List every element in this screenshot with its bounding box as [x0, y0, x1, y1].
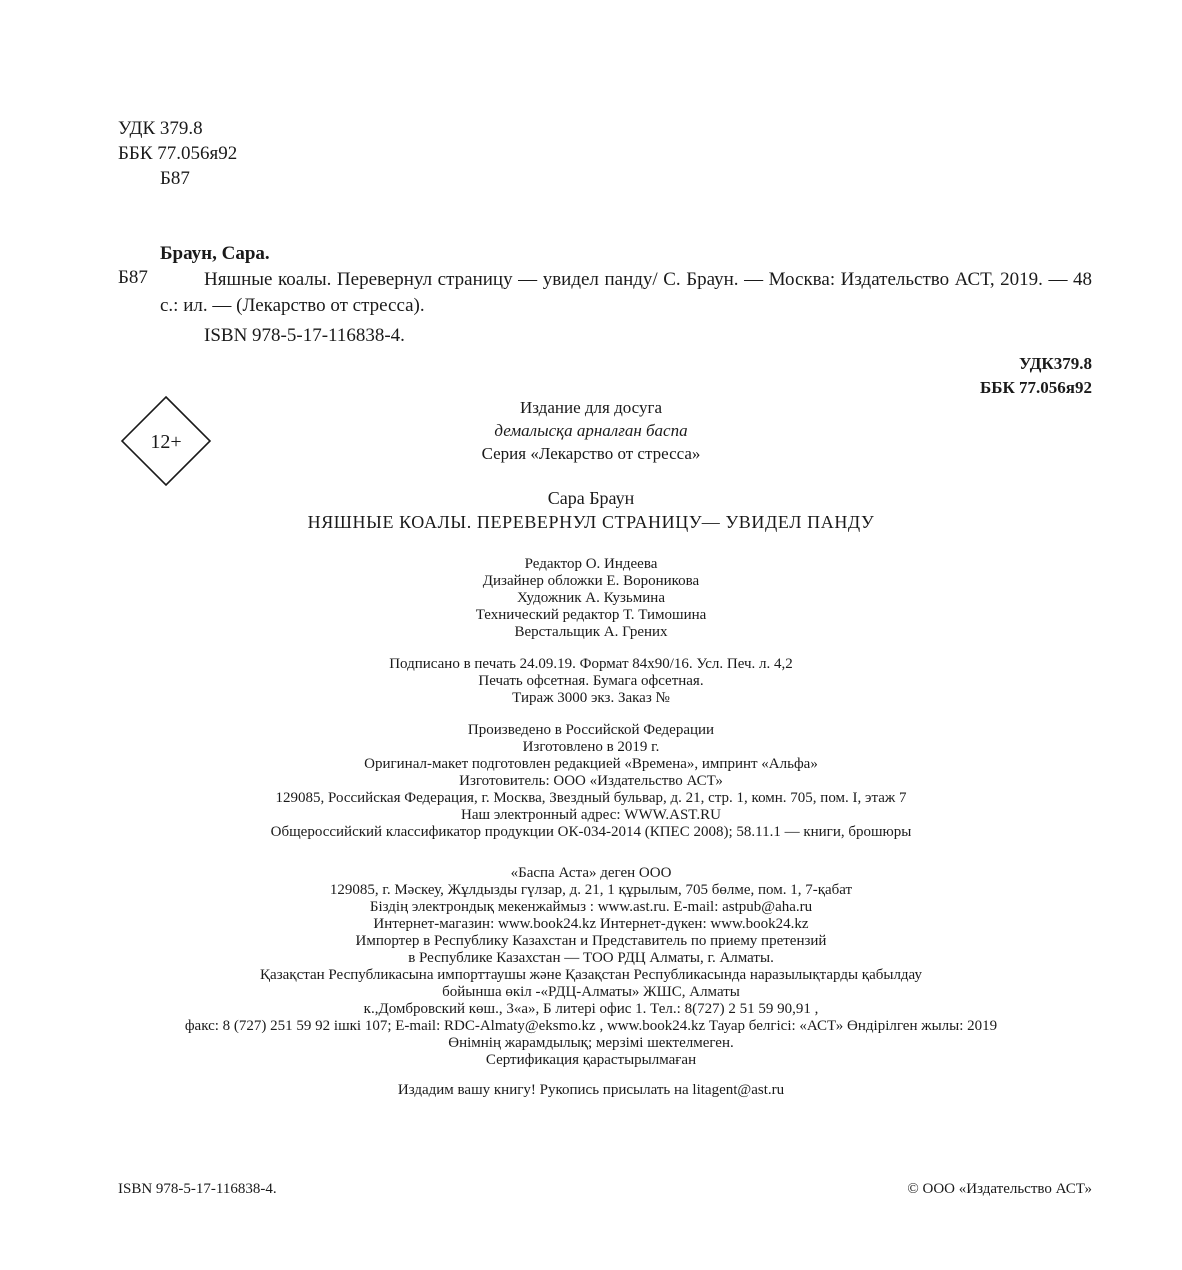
entry-author: Браун, Сара. — [160, 243, 270, 264]
print-line: Печать офсетная. Бумага офсетная. — [478, 673, 704, 689]
kz-line: Біздің электрондық мекенжаймыз : www.ast.ru. E-mail: astpub@aha.ru — [369, 899, 813, 915]
kz-line: Интернет-магазин: www.book24.kz Интернет-дүкен: www.book24.kz — [373, 916, 809, 932]
right-udk: УДК379.8 — [1018, 354, 1092, 373]
print-info-block — [0, 656, 1182, 707]
kz-line: Импортер в Республику Казахстан и Представитель по приему претензий — [355, 933, 827, 949]
manufacturer-line: Наш электронный адрес: WWW.AST.RU — [461, 807, 721, 823]
manufacturer-line: Изготовитель: ООО «Издательство АСТ» — [459, 773, 723, 789]
footer-isbn: ISBN 978-5-17-116838-4. — [118, 1181, 277, 1197]
entry-description: Няшные коалы. Перевернул страницу — увидел панду/ С. Браун. — Москва: Издательство АСТ, 2019. — 48 с.: ил. — (Лекарство от стресса). — [160, 269, 1092, 316]
credit-line: Художник А. Кузьмина — [517, 590, 665, 606]
right-bbk: ББК 77.056я92 — [979, 378, 1092, 397]
submit-note: Издадим вашу книгу! Рукопись присылать на litagent@ast.ru — [397, 1082, 785, 1098]
kz-line: Өнімнің жарамдылық; мерзімі шектелмеген. — [448, 1035, 734, 1051]
udk-block — [118, 116, 237, 191]
kazakhstan-block — [0, 865, 1182, 1069]
right-codes — [980, 352, 1092, 400]
kz-line: 129085, г. Мәскеу, Жұлдызды гүлзар, д. 21, 1 құрылым, 705 бөлме, пом. 1, 7-қабат — [329, 882, 853, 898]
edition-line-1: Издание для досуга — [520, 398, 662, 417]
kz-line: к.,Домбровский көш., 3«а», Б литері офис 1. Тел.: 8(727) 2 51 59 90,91 , — [363, 1001, 819, 1017]
bbk-code: ББК 77.056я92 — [118, 143, 238, 164]
credit-line: Технический редактор Т. Тимошина — [475, 607, 707, 623]
kz-line: «Баспа Аста» деген ООО — [510, 865, 672, 881]
credit-line: Дизайнер обложки Е. Вороникова — [482, 573, 700, 589]
udk-code: УДК 379.8 — [118, 118, 203, 139]
manufacturer-line: 129085, Российская Федерация, г. Москва, Звездный бульвар, д. 21, стр. 1, комн. 705, пом. I, этаж 7 — [275, 790, 907, 806]
book-author: Сара Браун — [547, 488, 635, 508]
kz-line: в Республике Казахстан — ТОО РДЦ Алматы, г. Алматы. — [408, 950, 774, 966]
print-line: Тираж 3000 экз. Заказ № — [512, 690, 670, 706]
manufacturer-line: Оригинал-макет подготовлен редакцией «Времена», импринт «Альфа» — [364, 756, 818, 772]
entry-code: Б87 — [118, 267, 148, 288]
kz-line: факс: 8 (727) 251 59 92 ішкі 107; E-mail: RDC-Almaty@eksmo.kz , www.book24.kz Тауар белгісі: «АСТ» Өндірілген жылы: 2019 — [184, 1018, 998, 1034]
entry-isbn: ISBN 978-5-17-116838-4. — [204, 325, 405, 346]
manufacturer-block — [0, 722, 1182, 841]
credit-line: Верстальщик А. Грених — [514, 624, 668, 640]
kz-line: Сертификация қарастырылмаған — [485, 1052, 697, 1068]
manufacturer-line: Общероссийский классификатор продукции ОК-034-2014 (КПЕС 2008); 58.11.1 — книги, брошюры — [270, 824, 912, 840]
edition-line-2: демалысқа арналған баспа — [494, 421, 688, 440]
book-title: НЯШНЫЕ КОАЛЫ. ПЕРЕВЕРНУЛ СТРАНИЦУ— УВИДЕЛ ПАНДУ — [307, 512, 875, 532]
manufacturer-line: Произведено в Российской Федерации — [467, 722, 715, 738]
edition-block — [0, 396, 1182, 465]
print-line: Подписано в печать 24.09.19. Формат 84х90/16. Усл. Печ. л. 4,2 — [389, 656, 793, 672]
manufacturer-line: Изготовлено в 2019 г. — [522, 739, 660, 755]
kz-line: Қазақстан Республикасына импорттаушы және Қазақстан Республикасында наразылықтарды қабылдау — [260, 967, 922, 983]
age-rating-text: 12+ — [150, 431, 182, 453]
kz-line: бойынша өкіл -«РДЦ-Алматы» ЖШС, Алматы — [442, 984, 740, 1000]
author-mark: Б87 — [160, 168, 190, 189]
credits-block — [0, 556, 1182, 641]
credit-line: Редактор О. Индеева — [524, 556, 658, 572]
footer-copyright: © ООО «Издательство АСТ» — [907, 1181, 1092, 1197]
series-line: Серия «Лекарство от стресса» — [481, 444, 701, 463]
